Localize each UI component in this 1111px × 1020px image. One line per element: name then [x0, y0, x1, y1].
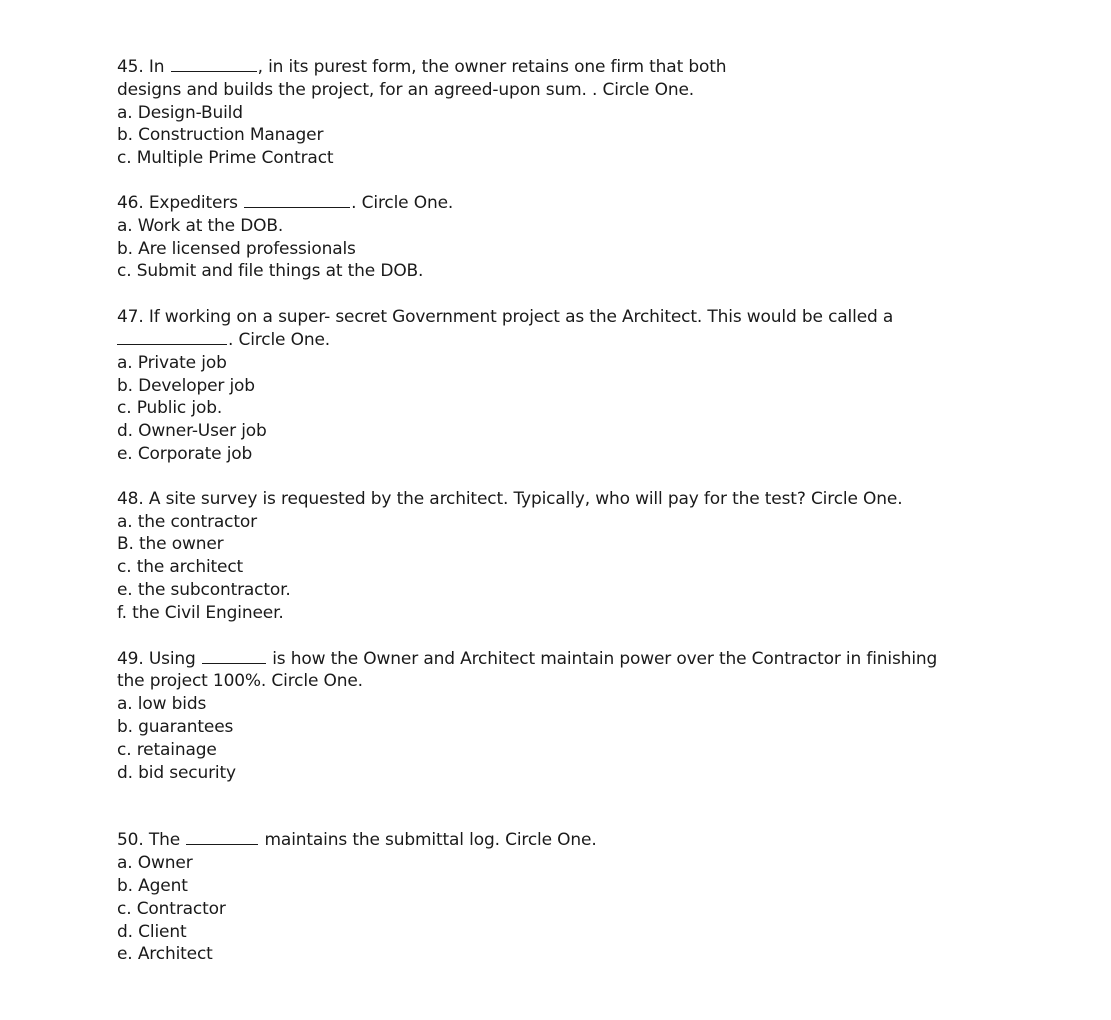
answer-option: d. Owner-User job [117, 421, 267, 442]
question-stem: 46. Expediters . Circle One. [117, 192, 454, 213]
question-stem: 45. In , in its purest form, the owner retains one firm that both [117, 57, 727, 77]
question-stem: 49. Using is how the Owner and Architect maintain power over the Contractor in finishing [117, 648, 938, 669]
answer-option: a. Work at the DOB. [117, 215, 284, 236]
answer-option: b. guarantees [117, 716, 234, 737]
answer-option: c. Contractor [117, 898, 226, 919]
answer-option: d. bid security [117, 762, 236, 783]
answer-option: B. the owner [117, 534, 224, 555]
answer-option: a. Private job [117, 352, 227, 373]
question-stem: designs and builds the project, for an agreed-upon sum. . Circle One. [117, 79, 695, 100]
quiz-page [117, 56, 997, 966]
answer-blank [186, 830, 258, 845]
question-stem: the project 100%. Circle One. [117, 671, 363, 692]
answer-option: a. the contractor [117, 511, 257, 532]
answer-option: c. retainage [117, 739, 217, 760]
answer-option: c. Multiple Prime Contract [117, 148, 334, 169]
question-50 [117, 829, 997, 966]
answer-blank [171, 57, 257, 72]
question-48 [117, 488, 997, 625]
question-45 [117, 56, 997, 170]
answer-option: f. the Civil Engineer. [117, 602, 284, 623]
question-stem: . Circle One. [117, 329, 997, 352]
answer-option: e. Architect [117, 944, 213, 965]
question-46 [117, 192, 997, 283]
answer-option: e. the subcontractor. [117, 579, 291, 600]
question-stem: 47. If working on a super- secret Government project as the Architect. This would be called a [117, 307, 894, 328]
answer-option: b. Are licensed professionals [117, 238, 356, 259]
answer-option: c. Public job. [117, 398, 223, 419]
answer-option: d. Client [117, 921, 187, 942]
question-47 [117, 306, 997, 466]
question-stem: 50. The maintains the submittal log. Circle One. [117, 830, 597, 851]
answer-blank [117, 330, 227, 345]
answer-option: a. low bids [117, 694, 207, 715]
answer-option: c. the architect [117, 557, 244, 578]
answer-option: e. Corporate job [117, 443, 253, 464]
answer-blank [244, 193, 350, 208]
answer-option: a. Design-Build [117, 102, 243, 123]
question-stem: 48. A site survey is requested by the architect. Typically, who will pay for the test? Circle One. [117, 488, 903, 509]
answer-option: b. Construction Manager [117, 125, 324, 146]
answer-option: b. Agent [117, 875, 188, 896]
answer-option: b. Developer job [117, 375, 255, 396]
answer-blank [202, 649, 266, 664]
answer-option: c. Submit and file things at the DOB. [117, 261, 424, 282]
question-49 [117, 648, 997, 785]
answer-option: a. Owner [117, 853, 193, 874]
